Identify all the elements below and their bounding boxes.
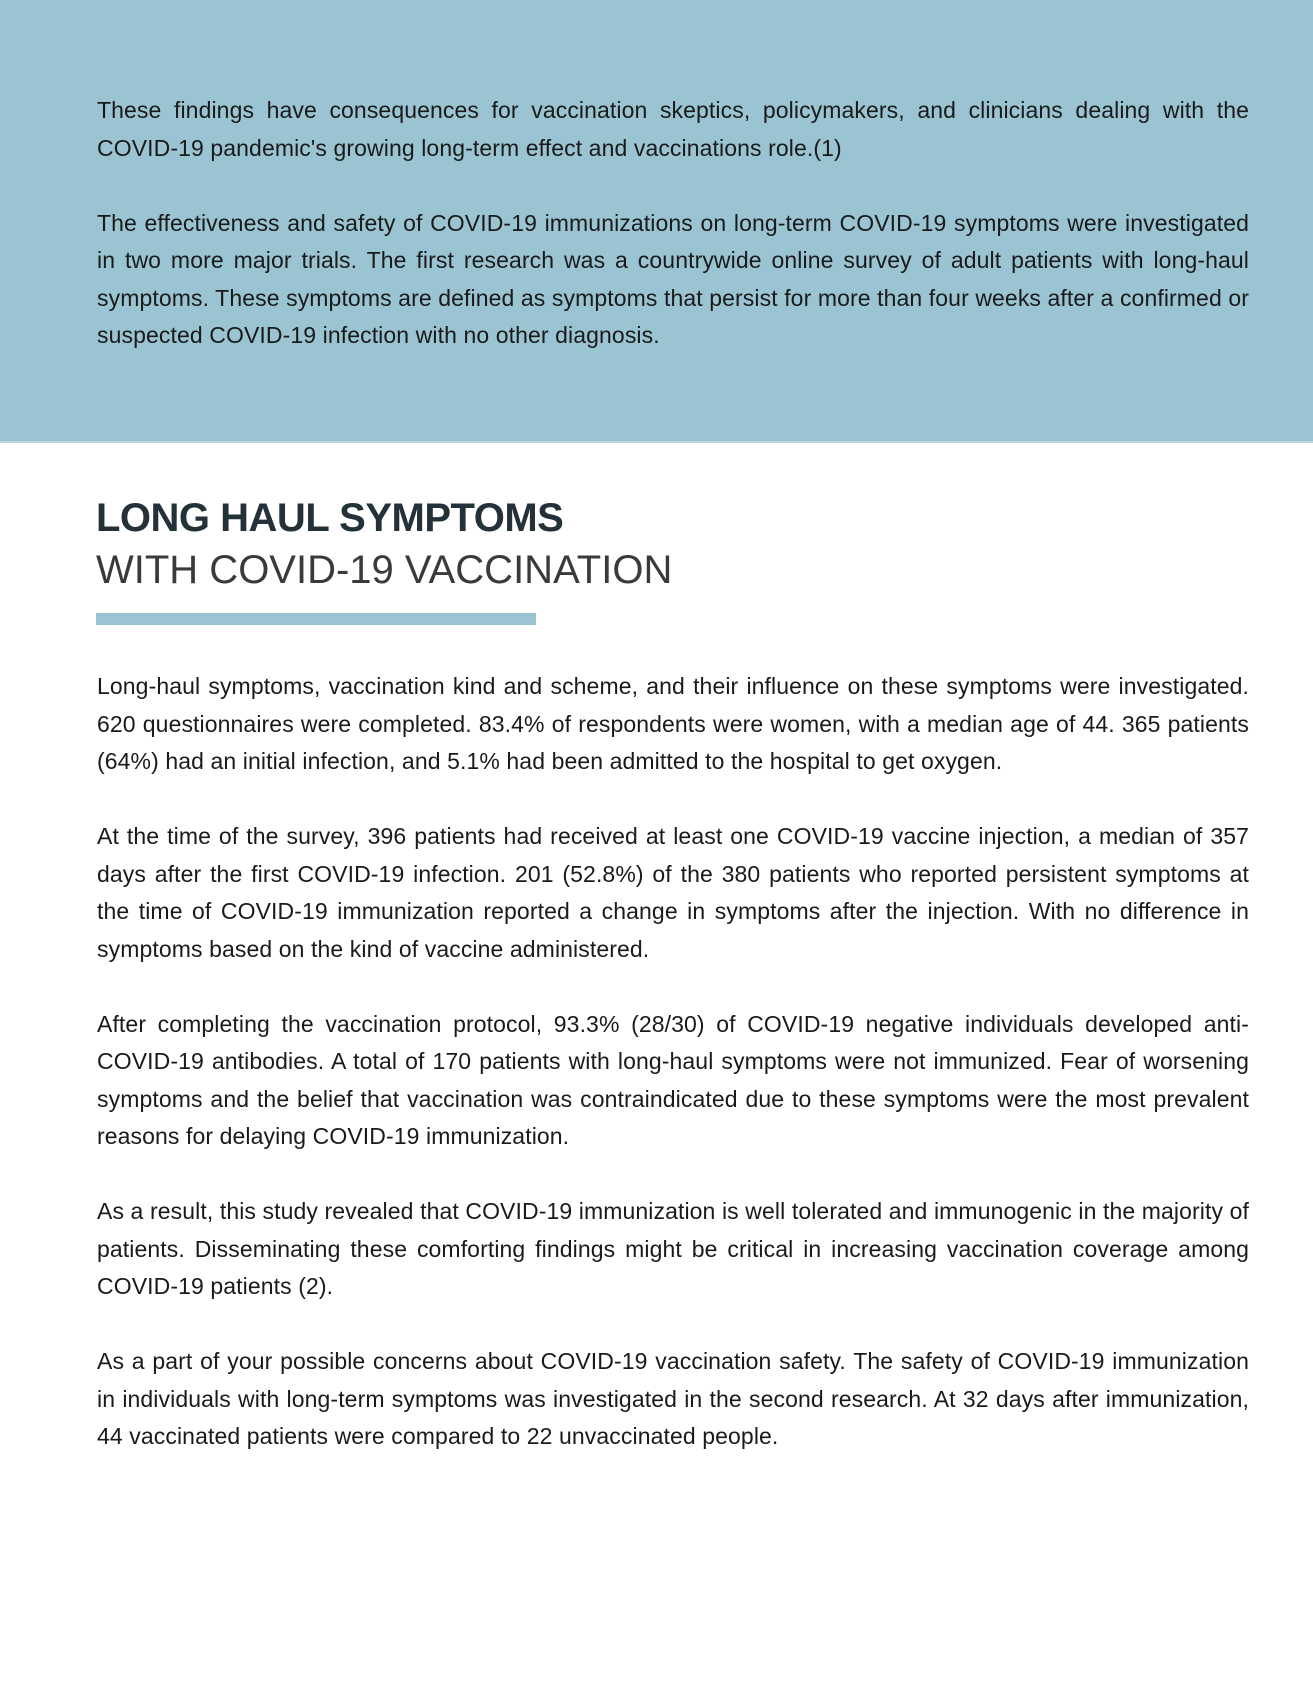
- body-paragraph: Long-haul symptoms, vaccination kind and scheme, and their influence on these symptoms were investigated. 620 questionnaires were completed. 83.4% of respondents were women, with a median age of 44. 365 patients (64%) had an initial infection, and 5.1% had been admitted to the hospital to get oxygen.: [97, 673, 1249, 774]
- banner-paragraph: These findings have consequences for vaccination skeptics, policymakers, and clinicians dealing with the COVID-19 pandemic's growing long-term effect and vaccinations role.(1): [97, 97, 1249, 161]
- heading-divider: [96, 613, 536, 625]
- body-paragraph: As a result, this study revealed that COVID-19 immunization is well tolerated and immunogenic in the majority of patients. Disseminating these comforting findings might be critical in increasing vaccination coverage among COVID-19 patients (2).: [97, 1198, 1249, 1299]
- intro-banner: [0, 0, 1313, 443]
- section-heading: [96, 492, 996, 596]
- banner-content: [97, 92, 1249, 355]
- section-title-bold: LONG HAUL SYMPTOMS: [96, 496, 564, 540]
- section-body: [97, 668, 1249, 1456]
- section-title-light: WITH COVID-19 VACCINATION: [96, 548, 673, 592]
- banner-paragraph: The effectiveness and safety of COVID-19 immunizations on long-term COVID-19 symptoms were investigated in two more major trials. The first research was a countrywide online survey of adult patients with long-haul symptoms. These symptoms are defined as symptoms that persist for more than four weeks after a confirmed or suspected COVID-19 infection with no other diagnosis.: [97, 209, 1249, 348]
- body-paragraph: After completing the vaccination protocol, 93.3% (28/30) of COVID-19 negative individuals developed anti-COVID-19 antibodies. A total of 170 patients with long-haul symptoms were not immunized. Fear of worsening symptoms and the belief that vaccination was contraindicated due to these symptoms were the most prevalent reasons for delaying COVID-19 immunization.: [97, 1010, 1249, 1149]
- body-paragraph: As a part of your possible concerns about COVID-19 vaccination safety. The safety of COVID-19 immunization in individuals with long-term symptoms was investigated in the second research. At 32 days after immunization, 44 vaccinated patients were compared to 22 unvaccinated people.: [97, 1348, 1249, 1449]
- body-paragraph: At the time of the survey, 396 patients had received at least one COVID-19 vaccine injection, a median of 357 days after the first COVID-19 infection. 201 (52.8%) of the 380 patients who reported persistent symptoms at the time of COVID-19 immunization reported a change in symptoms after the injection. With no difference in symptoms based on the kind of vaccine administered.: [97, 823, 1249, 962]
